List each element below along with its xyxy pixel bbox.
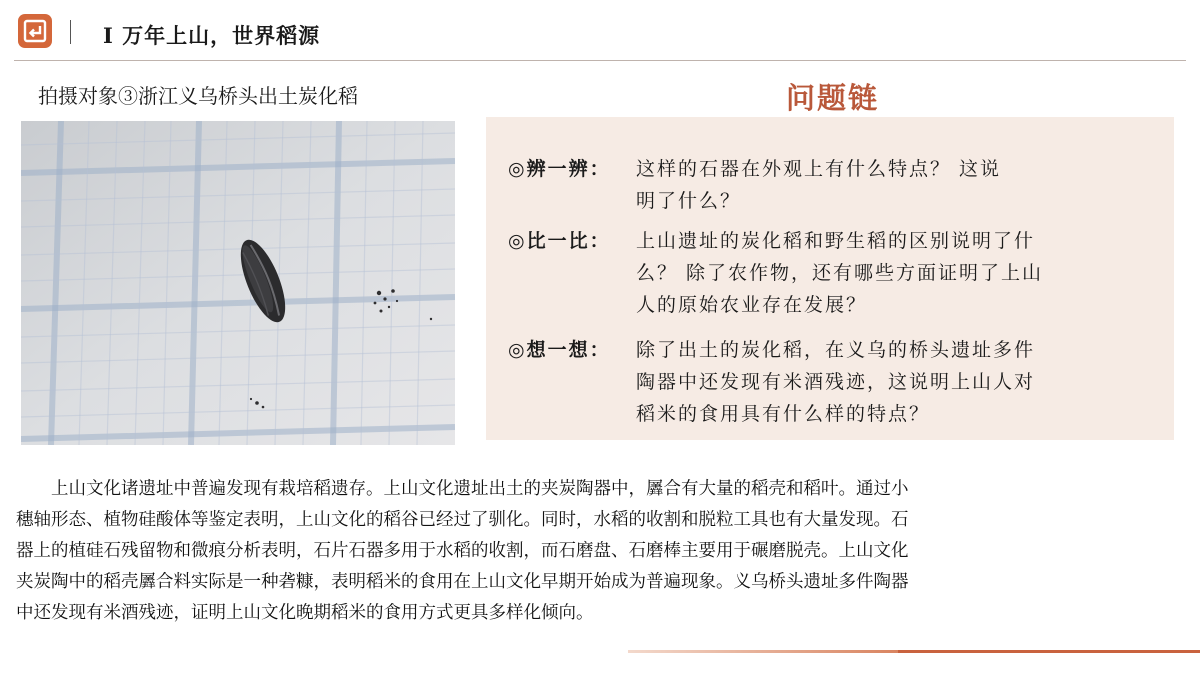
back-button[interactable]	[18, 14, 52, 48]
question-line: 陶器中还发现有米酒残迹，这说明上山人对	[636, 371, 1036, 393]
question-label: ◎辨一辨：	[508, 158, 611, 180]
question-chain-title: 问题链	[786, 81, 880, 115]
question-line: 稻米的食用具有什么样的特点？	[636, 403, 931, 425]
footer-accent-gradient	[628, 650, 898, 653]
body-line: 中还发现有米酒残迹，证明上山文化晚期稻米的食用方式更具多样化倾向。	[16, 603, 594, 623]
header-divider	[70, 20, 71, 44]
body-line: 器上的植硅石残留物和微痕分析表明，石片石器多用于水稻的收割，而石磨盘、石磨棒主要用于碾磨脱壳。上山文化	[16, 541, 909, 561]
question-line: 这样的石器在外观上有什么特点？ 这说	[636, 158, 1002, 180]
carbonized-rice-photo	[21, 121, 455, 445]
question-label: ◎比一比：	[508, 230, 611, 252]
question-text	[636, 225, 1116, 321]
body-paragraph	[16, 474, 1166, 629]
question-line: 明了什么？	[636, 190, 742, 212]
header-rule	[14, 60, 1186, 61]
body-line: 上山文化诸遗址中普遍发现有栽培稻遗存。上山文化遗址出土的夹炭陶器中，羼合有大量的稻壳和稻叶。通过小	[16, 479, 909, 499]
question-chain-panel	[486, 117, 1174, 440]
body-line: 夹炭陶中的稻壳羼合料实际是一种砻糠，表明稻米的食用在上山文化早期开始成为普遍现象。义乌桥头遗址多件陶器	[16, 572, 909, 592]
footer-accent-bar	[898, 650, 1200, 653]
question-line: 除了出土的炭化稻，在义乌的桥头遗址多件	[636, 339, 1036, 361]
photo-caption: 拍摄对象③浙江义乌桥头出土炭化稻	[38, 84, 358, 108]
body-line: 穗轴形态、植物硅酸体等鉴定表明，上山文化的稻谷已经过了驯化。同时，水稻的收割和脱粒工具也有大量发现。石	[16, 510, 909, 530]
return-arrow-icon	[23, 19, 47, 43]
question-line: 么？ 除了农作物，还有哪些方面证明了上山	[636, 262, 1044, 284]
question-line: 人的原始农业存在发展？	[636, 294, 868, 316]
question-text	[636, 334, 1116, 430]
question-line: 上山遗址的炭化稻和野生稻的区别说明了什	[636, 230, 1036, 252]
question-label: ◎想一想：	[508, 339, 611, 361]
page-title: Ⅰ 万年上山，世界稻源	[103, 23, 321, 48]
question-text	[636, 153, 1116, 217]
